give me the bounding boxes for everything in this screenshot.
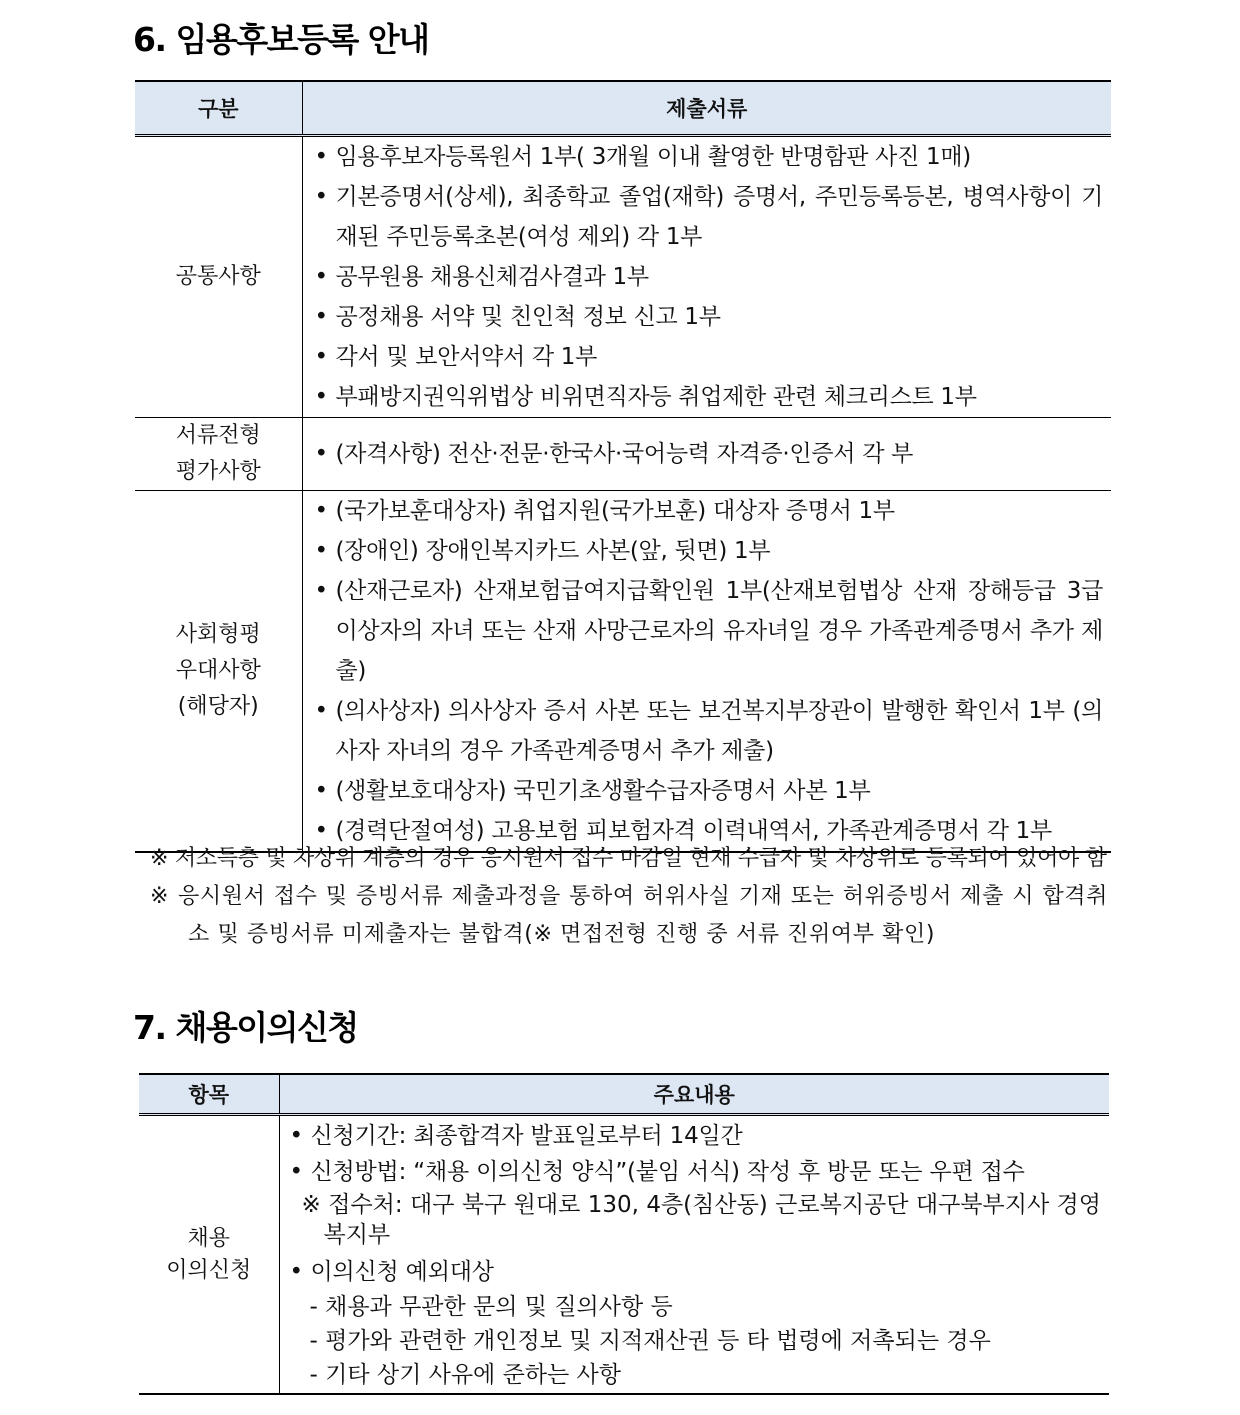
appeal-period: • 신청기간: 최종합격자 발표일로부터 14일간: [289, 1122, 743, 1149]
appeal-exceptions-title: • 이의신청 예외대상: [289, 1258, 494, 1285]
list-item: • 기본증명서(상세), 최종학교 졸업(재학) 증명서, 주민등록등본, 병역사항이 기재된 주민등록초본(여성 제외) 각 1부: [314, 184, 1103, 250]
note-low-income: ※ 저소득층 및 차상위 계층의 경우 응시원서 접수 마감일 현재 수급자 및 차상위로 등록되어 있어야 함: [150, 846, 1107, 871]
table-row-screening: [135, 418, 1111, 491]
list-item: • (생활보호대상자) 국민기초생활수급자증명서 사본 1부: [314, 778, 871, 804]
list-item: - 평가와 관련한 개인정보 및 지적재산권 등 타 법령에 저촉되는 경우: [309, 1327, 991, 1354]
documents-screening: [302, 418, 1111, 491]
section-6-title: 6. 임용후보등록 안내: [133, 20, 429, 59]
documents-social-equity: [302, 491, 1111, 853]
list-item: • 공무원용 채용신체검사결과 1부: [314, 264, 649, 290]
appeal-content: [279, 1115, 1109, 1395]
category-screening: 서류전형 평가사항: [135, 418, 302, 491]
list-item: • (자격사항) 전산·전문·한국사·국어능력 자격증·인증서 각 부: [314, 441, 914, 467]
appeal-address-note: ※ 접수처: 대구 북구 원대로 130, 4층(침산동) 근로복지공단 대구북부지사 경영복지부: [301, 1191, 1101, 1248]
appeal-table: [139, 1073, 1109, 1395]
note-false-documents: ※ 응시원서 접수 및 증빙서류 제출과정을 통하여 허위사실 기재 또는 허위증빙서 제출 시 합격취소 및 증빙서류 미제출자는 불합격(※ 면접전형 진행 중 서류 진위여부 확인): [150, 884, 1108, 947]
table-header-row: [135, 81, 1111, 136]
header-item: 항목: [139, 1074, 279, 1115]
header-category: 구분: [135, 81, 302, 136]
header-content: 주요내용: [279, 1074, 1109, 1115]
category-label: 공통사항: [175, 264, 261, 289]
table-header-row: [139, 1074, 1109, 1115]
table-row-common: [135, 136, 1111, 418]
header-documents: 제출서류: [302, 81, 1111, 136]
registration-documents-table: [135, 80, 1111, 853]
category-common: [135, 136, 302, 418]
list-item: • 임용후보자등록원서 1부( 3개월 이내 촬영한 반명함판 사진 1매): [314, 144, 971, 170]
list-item: • 부패방지권익위법상 비위면직자등 취업제한 관련 체크리스트 1부: [314, 384, 977, 410]
list-item: • 공정채용 서약 및 친인척 정보 신고 1부: [314, 304, 721, 330]
documents-common: [302, 136, 1111, 418]
list-item: • (경력단절여성) 고용보험 피보험자격 이력내역서, 가족관계증명서 각 1부: [314, 818, 1052, 844]
list-item: - 채용과 무관한 문의 및 질의사항 등: [309, 1293, 673, 1320]
list-item: • (의사상자) 의사상자 증서 사본 또는 보건복지부장관이 발행한 확인서 1부 (의사자 자녀의 경우 가족관계증명서 추가 제출): [314, 698, 1103, 764]
section-7-title: 7. 채용이의신청: [133, 1008, 358, 1047]
category-appeal: 채용 이의신청: [139, 1115, 279, 1395]
notes-section-6: [150, 840, 1108, 954]
list-item: • (장애인) 장애인복지카드 사본(앞, 뒷면) 1부: [314, 538, 771, 564]
table-row-social-equity: [135, 491, 1111, 853]
list-item: • 각서 및 보안서약서 각 1부: [314, 344, 598, 370]
appeal-method: • 신청방법: “채용 이의신청 양식”(붙임 서식) 작성 후 방문 또는 우편 접수: [289, 1158, 1025, 1185]
list-item: • (산재근로자) 산재보험급여지급확인원 1부(산재보험법상 산재 장해등급 3급 이상자의 자녀 또는 산재 사망근로자의 유자녀일 경우 가족관계증명서 추가 제출): [314, 578, 1103, 684]
list-item: - 기타 상기 사유에 준하는 사항: [309, 1361, 621, 1388]
category-social-equity: 사회형평 우대사항 (해당자): [135, 491, 302, 853]
list-item: • (국가보훈대상자) 취업지원(국가보훈) 대상자 증명서 1부: [314, 498, 895, 524]
table-row-appeal: [139, 1115, 1109, 1395]
